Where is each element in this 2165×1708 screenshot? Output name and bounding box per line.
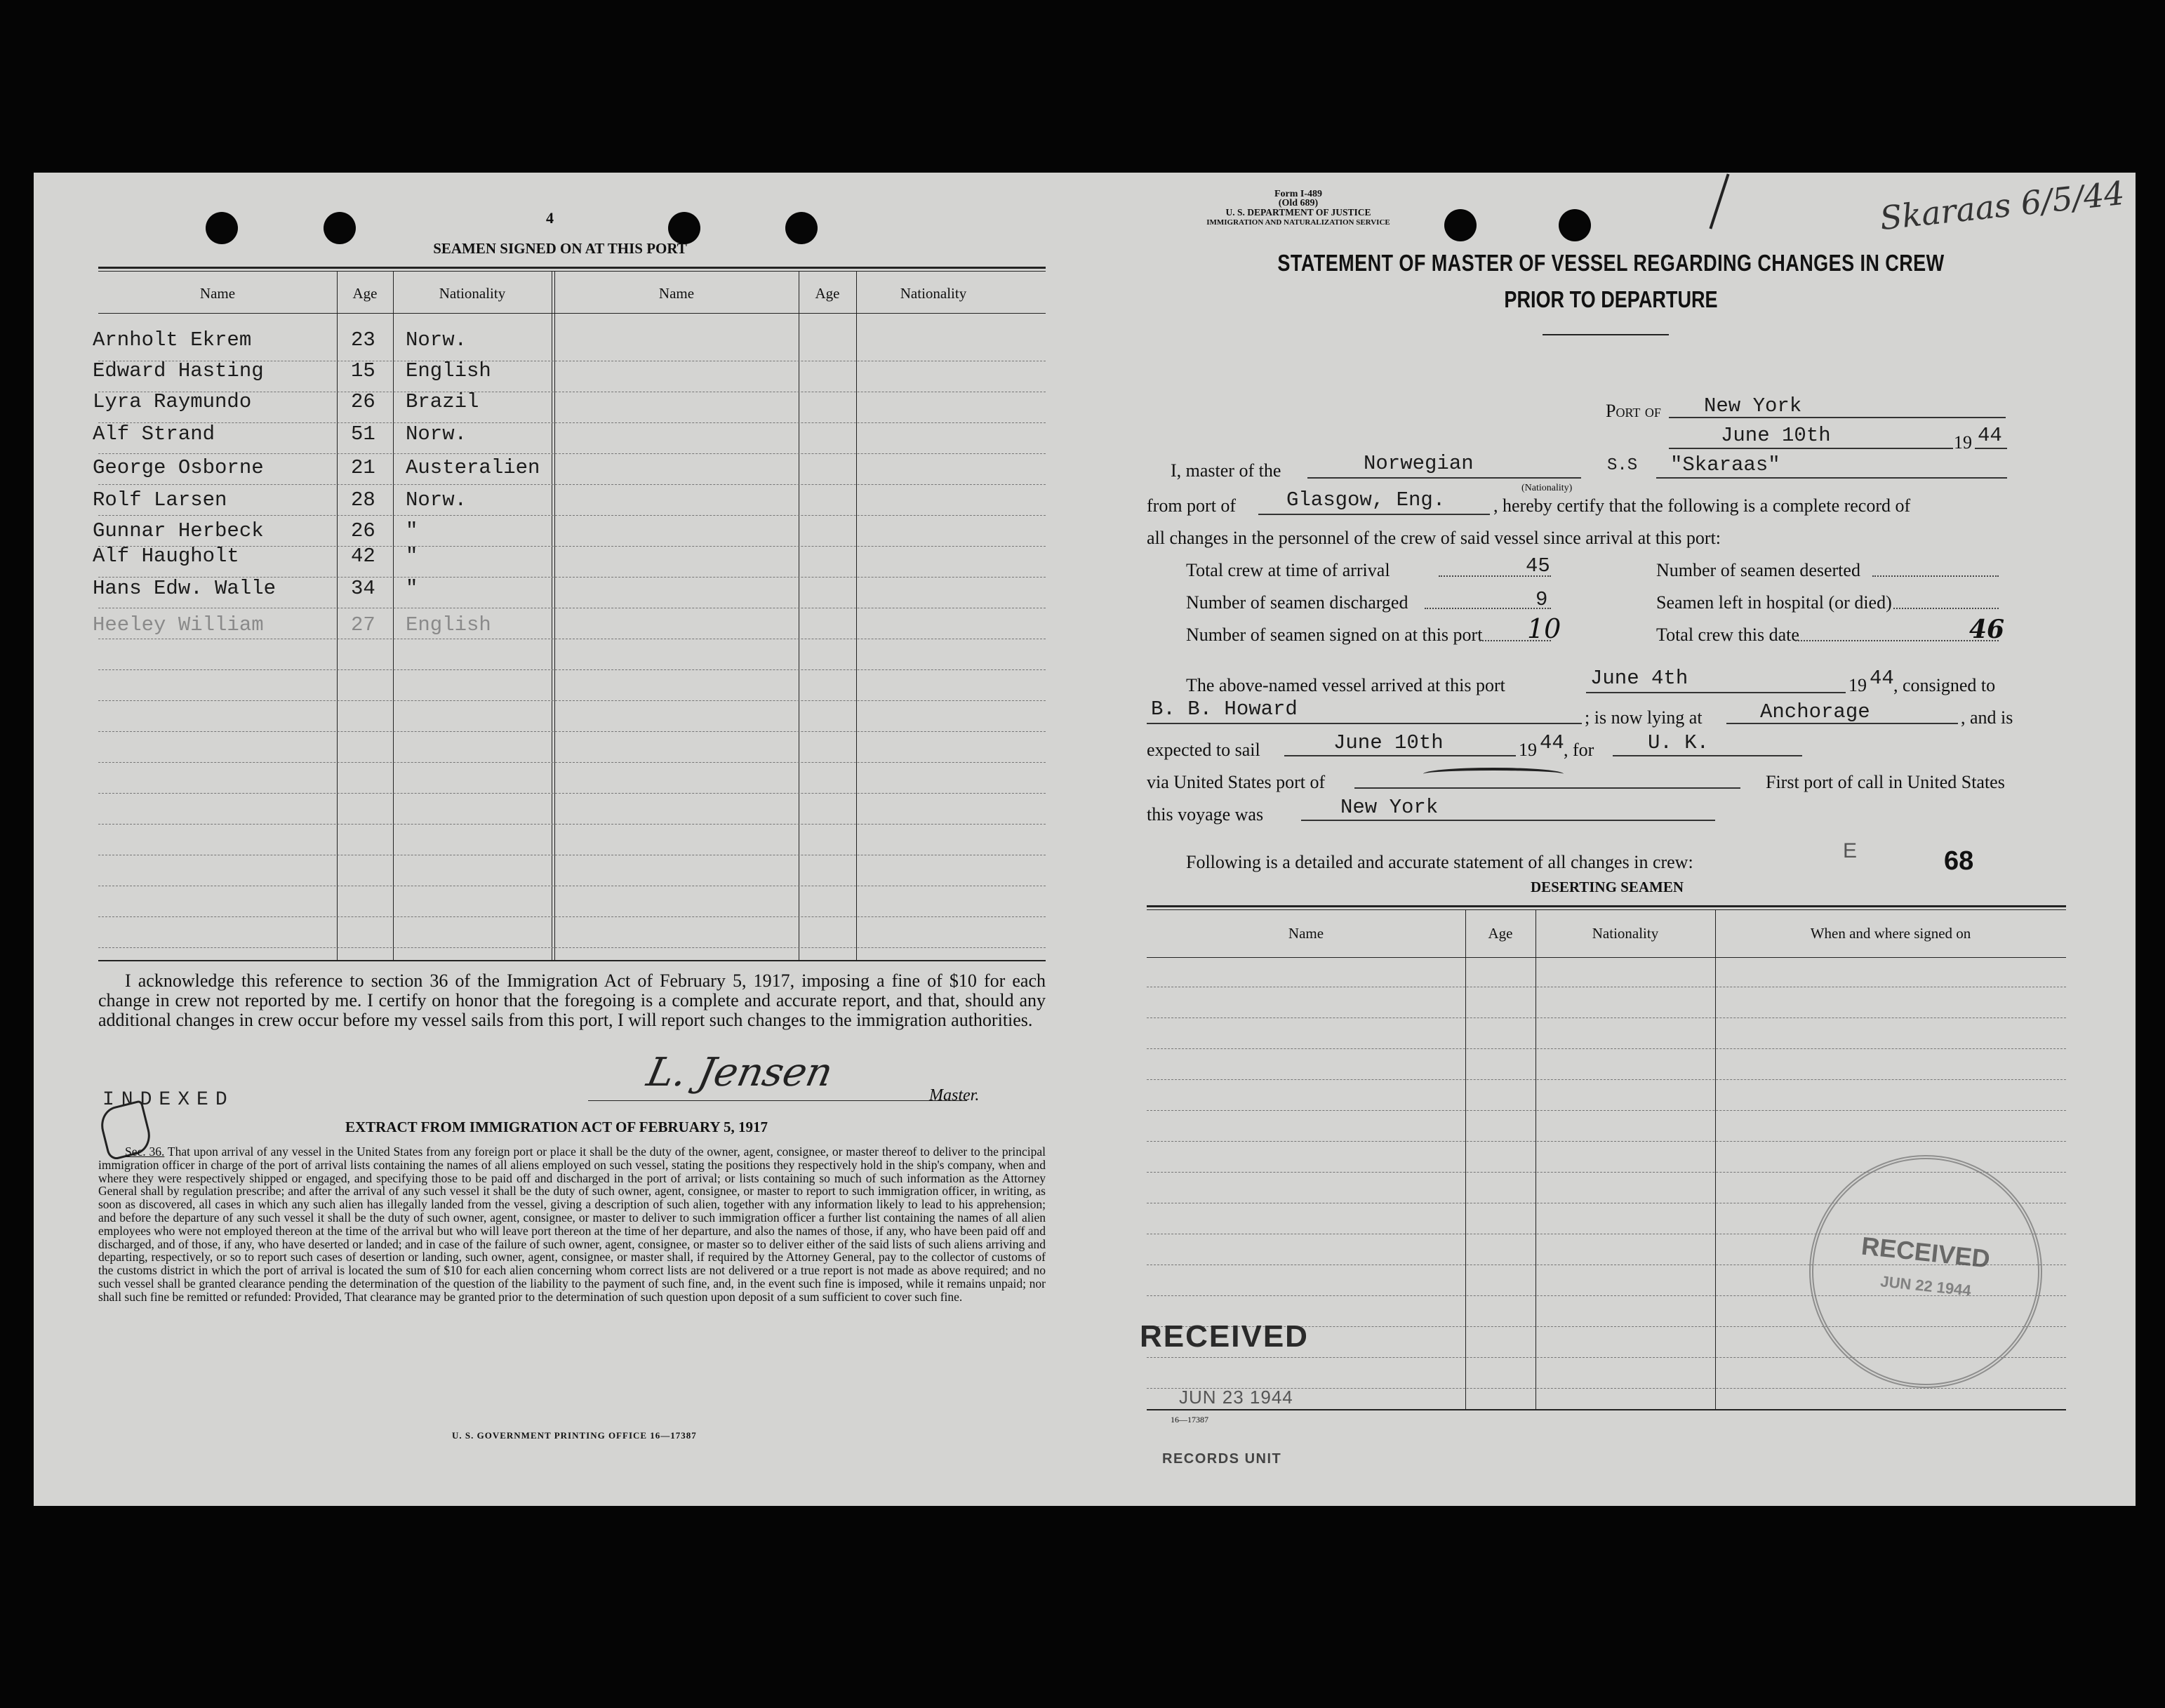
arrived-text: The above-named vessel arrived at this port <box>1186 675 1505 695</box>
certify-text: , hereby certify that the following is a complete record of <box>1493 495 1911 516</box>
signed-on-value: 10 <box>1527 613 1561 644</box>
seaman-nationality: Brazil <box>406 390 479 413</box>
deserting-table-top-rule-thin <box>1147 909 2066 910</box>
seaman-age: 23 <box>351 328 375 352</box>
punch-hole <box>1444 209 1477 241</box>
table-top-rule-thin <box>98 271 1046 272</box>
vessel-name: "Skaraas" <box>1670 453 1780 476</box>
punch-hole <box>1559 209 1591 241</box>
dotted-leader <box>1425 608 1551 609</box>
row-rule <box>98 947 1046 948</box>
seaman-name: Arnholt Ekrem <box>93 328 252 352</box>
discharged-label: Number of seamen discharged <box>1186 592 1408 613</box>
from-port-value: Glasgow, Eng. <box>1286 488 1446 512</box>
seaman-nationality: Norw. <box>406 328 467 352</box>
arrival-date: June 4th <box>1590 667 1688 690</box>
seaman-age: 34 <box>351 577 375 600</box>
row-rule <box>98 577 1046 578</box>
indexed-stamp: INDEXED <box>102 1089 234 1111</box>
extract-title: EXTRACT FROM IMMIGRATION ACT OF FEBRUARY 5, 1917 <box>345 1119 768 1135</box>
for-text: , for <box>1564 740 1594 760</box>
signature-caption: Master. <box>929 1086 980 1105</box>
row-rule <box>98 793 1046 794</box>
printer-imprint: U. S. GOVERNMENT PRINTING OFFICE 16—17387 <box>452 1430 697 1441</box>
deserting-header-name: Name <box>1288 925 1324 942</box>
seaman-name: Lyra Raymundo <box>93 390 252 413</box>
date-line <box>1669 448 1953 449</box>
seaman-age: 42 <box>351 545 375 568</box>
year-prefix: 19 <box>1954 432 1972 453</box>
circular-received-stamp <box>1809 1155 2042 1388</box>
signature-line <box>588 1100 967 1101</box>
total-crew-arrival-value: 45 <box>1526 554 1550 578</box>
department-block <box>1151 208 1446 227</box>
page-number: 4 <box>546 209 554 227</box>
column-divider <box>337 271 338 960</box>
from-port-line <box>1258 514 1490 515</box>
first-port: New York <box>1340 796 1439 819</box>
master-of-label: I, master of the <box>1171 460 1281 481</box>
section-title: SEAMEN SIGNED ON AT THIS PORT <box>433 240 687 257</box>
vessel-prefix: S.S <box>1607 456 1638 475</box>
seaman-age: 27 <box>351 613 375 636</box>
port-label: Port of <box>1606 401 1661 421</box>
received-date: JUN 23 1944 <box>1179 1387 1293 1408</box>
dotted-leader <box>1872 575 1999 577</box>
nationality-caption: (Nationality) <box>1521 483 1573 493</box>
total-crew-date-label: Total crew this date <box>1656 625 1799 645</box>
seaman-nationality: " <box>406 577 418 600</box>
year-value: 44 <box>1978 424 2002 447</box>
service: IMMIGRATION AND NATURALIZATION SERVICE <box>1206 218 1390 227</box>
deserting-table-top-rule <box>1147 905 2066 907</box>
seaman-nationality: English <box>406 359 491 382</box>
sail-date: June 10th <box>1333 731 1444 754</box>
seaman-age: 28 <box>351 488 375 512</box>
check-mark <box>1709 173 1729 229</box>
seaman-nationality: English <box>406 613 491 636</box>
circle-stamp-date: JUN 22 1944 <box>1879 1272 1972 1300</box>
seaman-nationality: " <box>406 519 418 542</box>
arrival-date-line <box>1586 692 1846 693</box>
column-header-age: Age <box>352 285 378 302</box>
date-value: June 10th <box>1721 424 1831 447</box>
seaman-name: Alf Haugholt <box>93 545 239 568</box>
from-port-label: from port of <box>1147 495 1237 516</box>
seaman-nationality: Norw. <box>406 422 467 446</box>
destination-line <box>1613 755 1802 756</box>
following-text: Following is a detailed and accurate statement of all changes in crew: <box>1186 852 1693 872</box>
punch-hole <box>785 212 818 244</box>
master-signature: L. Jensen <box>643 1050 837 1095</box>
handwritten-e: E <box>1843 839 1858 862</box>
seaman-name: Gunnar Herbeck <box>93 519 264 542</box>
deserting-header-nationality: Nationality <box>1592 925 1659 942</box>
records-unit-stamp: RECORDS UNIT <box>1162 1451 1282 1467</box>
row-rule <box>98 484 1046 485</box>
first-port-line <box>1301 820 1715 821</box>
row-rule <box>1147 1110 2066 1111</box>
seaman-age: 26 <box>351 390 375 413</box>
table-top-rule <box>98 267 1046 269</box>
column-divider <box>554 271 555 960</box>
row-rule <box>98 422 1046 423</box>
seaman-name: Hans Edw. Walle <box>93 577 277 600</box>
left-page <box>34 173 1093 1506</box>
first-port-text: First port of call in United States <box>1766 772 2005 792</box>
seaman-name: Edward Hasting <box>93 359 264 382</box>
row-rule <box>98 515 1046 516</box>
hospital-label: Seamen left in hospital (or died) <box>1656 592 1892 613</box>
acknowledgement-text: I acknowledge this reference to section 36 of the Immigration Act of February 5, 1917, imposing a fine of $10 for each change in crew not reported by me. I certify on honor that the foregoing is a complete and accurate report, and that, should any additional changes in crew occur before my vessel sails from this port, I will report such changes to the immigration authorities. <box>98 970 1046 1030</box>
voyage-text: this voyage was <box>1147 804 1264 825</box>
consignee: B. B. Howard <box>1151 698 1298 721</box>
sail-date-line <box>1284 755 1516 756</box>
column-header-age-2: Age <box>815 285 840 302</box>
form-number-block <box>1242 189 1354 208</box>
seaman-name: Alf Strand <box>93 422 215 446</box>
title-underline <box>1543 334 1669 335</box>
seaman-name: Rolf Larsen <box>93 488 227 512</box>
vessel-line <box>1656 477 2007 479</box>
nationality-line <box>1307 477 1581 479</box>
deserting-column-divider <box>1465 909 1466 1409</box>
extract-text <box>98 1145 1046 1304</box>
deserting-header-signed-on: When and where signed on <box>1810 925 1971 942</box>
table-header-rule <box>98 313 1046 314</box>
sequence-number: 68 <box>1944 846 1974 876</box>
row-rule <box>1147 1048 2066 1049</box>
expected-text: expected to sail <box>1147 740 1260 760</box>
deserting-table-bottom-rule <box>1147 1409 2066 1410</box>
discharged-value: 9 <box>1536 588 1548 611</box>
row-rule <box>98 762 1046 763</box>
deserting-table-header-rule <box>1147 957 2066 958</box>
right-page <box>1086 173 2136 1506</box>
seaman-name: Heeley William <box>93 613 264 636</box>
row-rule <box>98 731 1046 732</box>
column-header-name-2: Name <box>658 285 695 302</box>
department: U. S. DEPARTMENT OF JUSTICE <box>1225 207 1371 218</box>
consigned-text: , consigned to <box>1893 675 1996 695</box>
signed-on-label: Number of seamen signed on at this port <box>1186 625 1483 645</box>
form-title-line1: STATEMENT OF MASTER OF VESSEL REGARDING CHANGES IN CREW <box>1277 250 1945 276</box>
port-value: New York <box>1704 394 1802 418</box>
handwritten-dash <box>1423 768 1564 780</box>
form-title-line2: PRIOR TO DEPARTURE <box>1504 286 1718 312</box>
row-rule <box>98 453 1046 454</box>
column-header-nationality: Nationality <box>439 285 506 302</box>
table-bottom-rule <box>98 960 1046 961</box>
dotted-leader <box>1893 608 1999 609</box>
row-rule <box>98 916 1046 917</box>
row-rule <box>98 824 1046 825</box>
seaman-nationality: Austeralien <box>406 456 540 479</box>
received-stamp: RECEIVED <box>1140 1319 1309 1354</box>
arrival-year-prefix: 19 <box>1848 675 1867 695</box>
column-header-nationality-2: Nationality <box>900 285 967 302</box>
seaman-nationality: Norw. <box>406 488 467 512</box>
seaman-name: George Osborne <box>93 456 264 479</box>
row-rule <box>98 700 1046 701</box>
destination: U. K. <box>1648 731 1710 754</box>
seaman-age: 51 <box>351 422 375 446</box>
row-rule <box>98 669 1046 670</box>
arrival-year: 44 <box>1870 667 1894 690</box>
and-is-text: , and is <box>1961 707 2013 728</box>
lying-text: ; is now lying at <box>1585 707 1703 728</box>
total-crew-date-value: 46 <box>1969 615 2005 644</box>
form-old-number: (Old 689) <box>1278 198 1319 208</box>
via-port-line <box>1354 787 1740 789</box>
extract-body: That upon arrival of any vessel in the United States from any foreign port or place it shall be the duty of the owner, agent, consignee, or master thereof to deliver to the principal immigration officer in charge of the port of arrival lists containing the names of all aliens employed on such vessel, stating the positions they respectively hold in the ship's company, when and where they were respectively shipped or engaged, and specifying those to be paid off and discharged in the port of arrival; or lists containing so much of such information as the Attorney General shall by regulation prescribe; and after the arrival of any such vessel it shall be the duty of such owner, agent, consignee, or master to report to such immigration officer, in writing, as soon as discovered, all cases in which any such alien has illegally landed from the vessel, giving a description of such alien, together with any information likely to lead to his apprehension; and before the departure of any such vessel it shall be the duty of such owner, agent, consignee, or master to deliver to such immigration officer a further list containing the names of all alien employees who were not employed thereon at the time of the arrival but who will leave port thereon at the time of her departure, and also the names of those, if any, who have been paid off and discharged, and of those, if any, who have deserted or landed; and in case of the failure of such owner, agent, consignee, or master so to deliver either of the said lists of such aliens arriving and departing, respectively, or so to report such cases of desertion or landing, such owner, agent, consignee, or master shall, if required by the Attorney General, pay to the collector of customs of the customs district in which the port of arrival is located the sum of $10 for each alien concerning whom correct lists are not delivered or a true report is not made as above required; and no such vessel shall be granted clearance pending the determination of the question of the liability to the payment of such fine, and, in the event such fine is imposed, while it remains unpaid; nor shall such fine be remitted or refunded: Provided, That clearance may be granted prior to the determination of such question upon deposit of a sum sufficient to cover such fine. <box>98 1145 1046 1304</box>
seaman-age: 26 <box>351 519 375 542</box>
dotted-leader <box>1795 640 1999 641</box>
seaman-age: 21 <box>351 456 375 479</box>
handwritten-annotation: Skaraas 6/5/44 <box>1878 173 2126 238</box>
column-divider <box>393 271 394 960</box>
deserted-label: Number of seamen deserted <box>1656 560 1860 580</box>
nationality-value: Norwegian <box>1364 452 1474 475</box>
year-line <box>1975 448 2007 449</box>
total-crew-arrival-label: Total crew at time of arrival <box>1186 560 1390 580</box>
column-divider <box>856 271 857 960</box>
sail-year: 44 <box>1540 731 1564 754</box>
sail-year-prefix: 19 <box>1519 740 1537 760</box>
row-rule <box>98 546 1046 547</box>
row-rule <box>1147 1079 2066 1080</box>
certify-text-2: all changes in the personnel of the crew of said vessel since arrival at this port: <box>1147 528 1721 548</box>
circle-stamp-received: RECEIVED <box>1860 1231 1992 1274</box>
deserting-column-divider <box>1715 909 1716 1409</box>
lying-at: Anchorage <box>1760 700 1870 723</box>
column-header-name: Name <box>199 285 236 302</box>
form-code: 16—17387 <box>1171 1415 1208 1425</box>
consignee-line <box>1147 723 1582 724</box>
via-text: via United States port of <box>1147 772 1326 792</box>
extract-section: Sec. 36. <box>125 1145 165 1159</box>
seaman-nationality: " <box>406 545 418 568</box>
deserting-title: DESERTING SEAMEN <box>1530 879 1684 895</box>
punch-hole <box>206 212 238 244</box>
seaman-age: 15 <box>351 359 375 382</box>
deserting-header-age: Age <box>1488 925 1513 942</box>
row-rule <box>1147 1141 2066 1142</box>
form-number: Form I-489 <box>1274 189 1323 199</box>
